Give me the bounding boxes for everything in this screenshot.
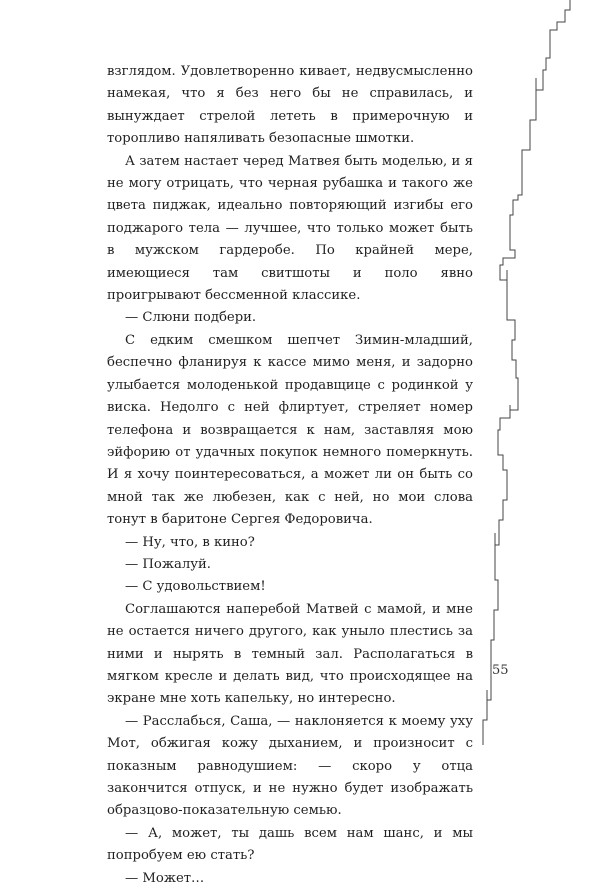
paragraph: Соглашаются наперебой Матвей с мамой, и мне не остается ничего другого, как уныло плестись за ними и нырять в темный зал. Располагаться в мягком кресле и делать вид, что происходящее на экране мне хоть капельку, но интересно.: [107, 601, 473, 707]
paragraph: — Может…: [125, 870, 205, 886]
paragraph: — Расслабься, Саша, — наклоняется к моему уху Мот, обжигая кожу дыханием, и произносит с показным равнодушием: — скоро у отца закончится отпуск, и не нужно будет изображать образцово-показательную семью.: [107, 713, 473, 819]
paragraph: взглядом. Удовлетворенно кивает, недвусмысленно намекая, что я без него бы не справилась, и вынуждает стрелой лететь в примерочную и торопливо напяливать безопасные шмотки.: [107, 64, 473, 147]
paragraph: — Пожалуй.: [125, 556, 211, 572]
skyline-outline: [483, 0, 570, 745]
city-skyline-icon: [470, 0, 600, 750]
body-text: [107, 61, 473, 890]
page-number: 55: [492, 663, 509, 678]
paragraph: С едким смешком шепчет Зимин-младший, беспечно фланируя к кассе мимо меня, и задорно улыбается молоденькой продавщице с родинкой у виска. Недолго с ней флиртует, стреляет номер телефона и возвращается к нам, заставляя мою эйфорию от удачных покупок немного померкнуть. И я хочу поинтересоваться, а может ли он быть со мной так же любезен, как с ней, но мои слова тонут в баритоне Сергея Федоровича.: [107, 332, 473, 528]
paragraph: — С удовольствием!: [125, 579, 266, 595]
paragraph: — Ну, что, в кино?: [125, 534, 255, 550]
paragraph: — А, может, ты дашь всем нам шанс, и мы попробуем ею стать?: [107, 825, 473, 864]
paragraph: — Слюни подбери.: [125, 310, 257, 326]
paragraph: А затем настает черед Матвея быть моделью, и я не могу отрицать, что черная рубашка и такого же цвета пиджак, идеально повторяющий изгибы его поджарого тела — лучшее, что только может быть в мужском гардеробе. По крайней мере, имеющиеся там свитшоты и поло явно проигрывают бессменной классике.: [107, 153, 473, 304]
